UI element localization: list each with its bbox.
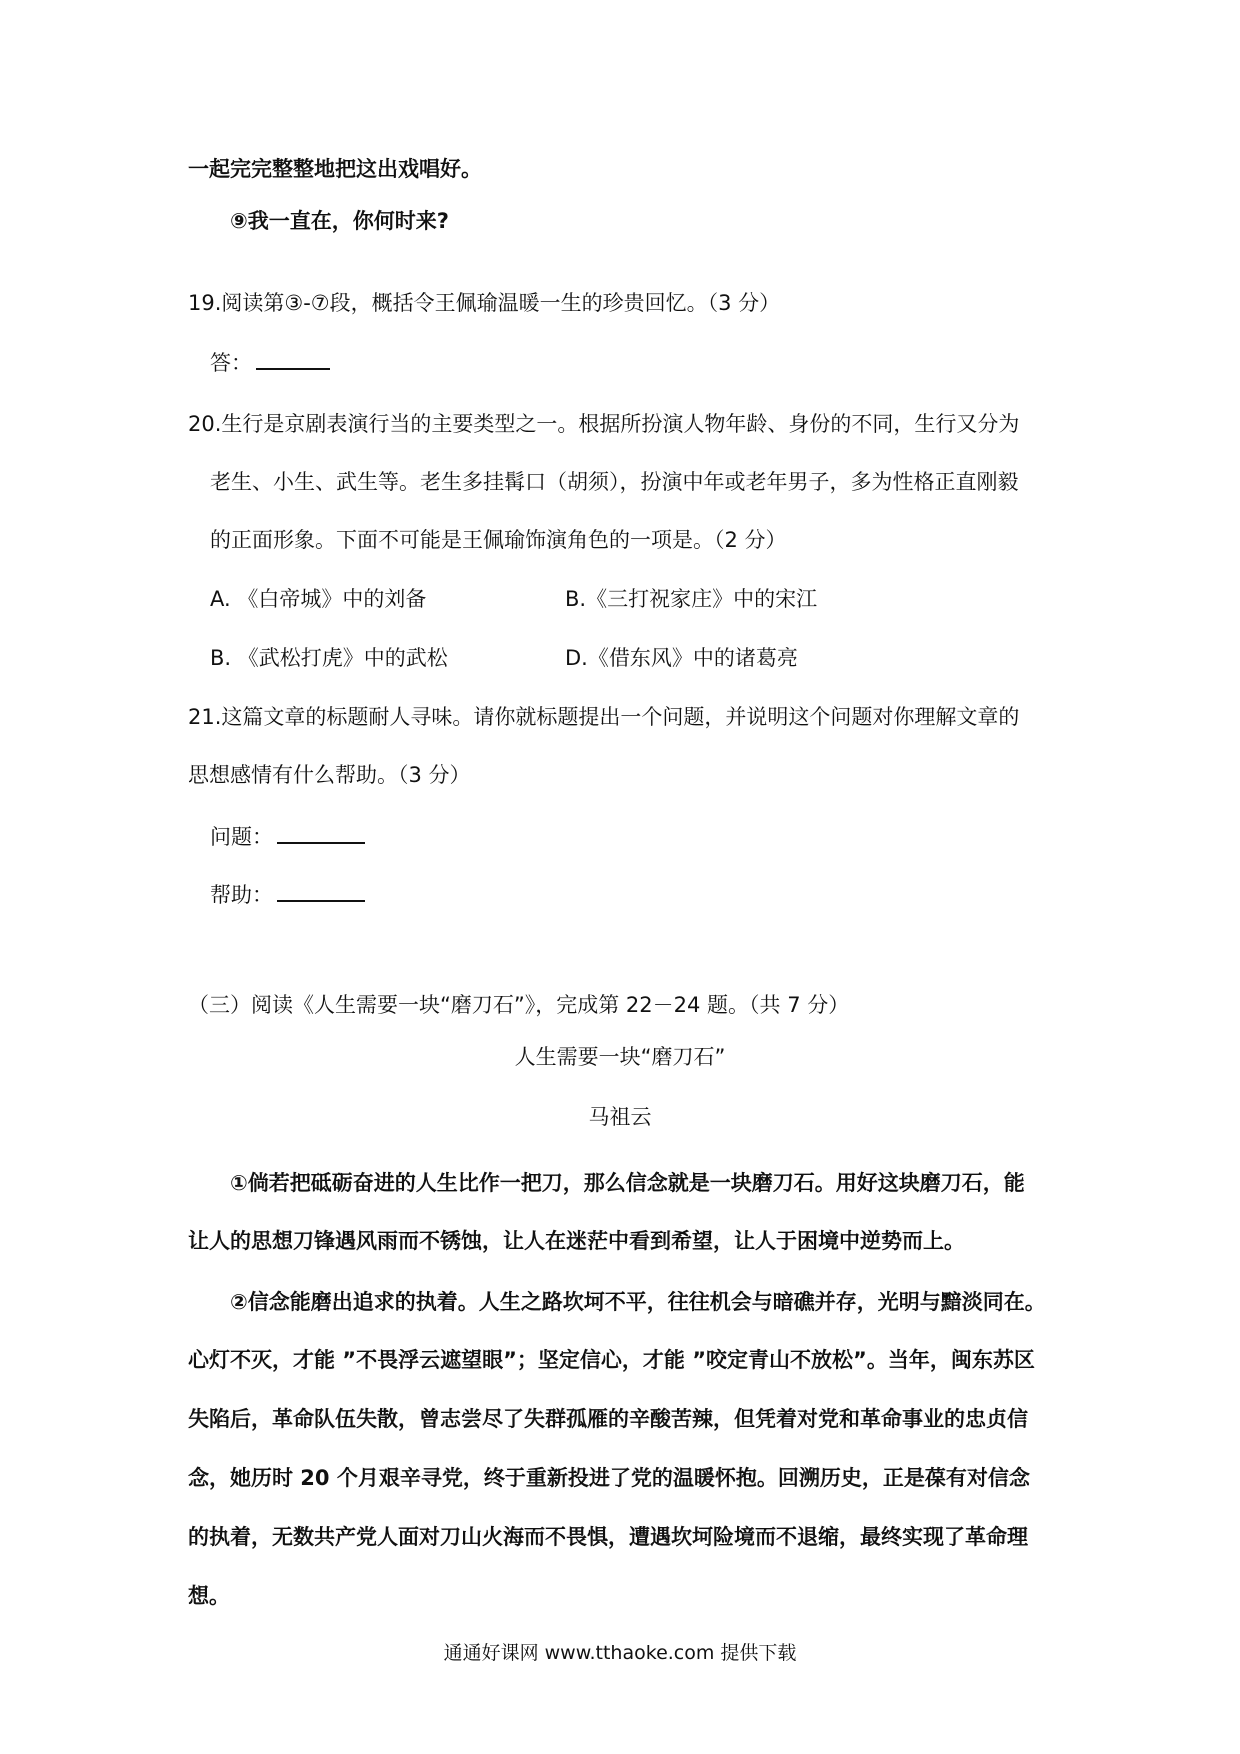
- question-21-line-1: 21.这篇文章的标题耐人寻味。请你就标题提出一个问题，并说明这个问题对你理解文章的: [188, 705, 1020, 729]
- article-title: 人生需要一块“磨刀石”: [514, 1045, 726, 1069]
- article-paragraph-2-line-3: 失陷后，革命队伍失散，曾志尝尽了失群孤雁的辛酸苦辣，但凭着对党和革命事业的忠贞信: [188, 1407, 1028, 1431]
- question-label: 问题：: [210, 825, 273, 849]
- article-paragraph-2-line-1: ②信念能磨出追求的执着。人生之路坎坷不平，往往机会与暗礁并存，光明与黯淡同在。: [230, 1290, 1046, 1314]
- option-a: A. 《白帝城》中的刘备: [210, 587, 427, 611]
- question-20-line-1: 20.生行是京剧表演行当的主要类型之一。根据所扮演人物年龄、身份的不同，生行又分为: [188, 412, 1020, 436]
- help-label: 帮助：: [210, 883, 273, 907]
- question-20-line-2: 老生、小生、武生等。老生多挂髯口（胡须），扮演中年或老年男子，多为性格正直刚毅: [210, 470, 1019, 494]
- paragraph-9: ⑨我一直在，你何时来?: [230, 209, 449, 233]
- question-19: 19.阅读第③-⑦段，概括令王佩瑜温暖一生的珍贵回忆。（3 分）: [188, 291, 781, 315]
- question-21-help-blank[interactable]: [277, 880, 365, 902]
- article-author: 马祖云: [588, 1105, 652, 1129]
- answer-label: 答：: [210, 351, 252, 375]
- article-paragraph-2-line-6: 想。: [188, 1584, 230, 1608]
- question-21-line-2: 思想感情有什么帮助。（3 分）: [188, 763, 471, 787]
- question-21-question-blank[interactable]: [277, 822, 365, 844]
- option-c: B. 《武松打虎》中的武松: [210, 646, 448, 670]
- answer-19-blank[interactable]: [256, 348, 330, 370]
- article-paragraph-2-line-2: 心灯不灭，才能 ”不畏浮云遮望眼”；坚定信心，才能 ”咬定青山不放松”。当年，闽东苏区: [188, 1348, 1035, 1372]
- question-21-help-row: [210, 880, 365, 910]
- article-paragraph-2-line-5: 的执着，无数共产党人面对刀山火海而不畏惧，遭遇坎坷险境而不退缩，最终实现了革命理: [188, 1525, 1028, 1549]
- article-paragraph-1-line-2: 让人的思想刀锋遇风雨而不锈蚀，让人在迷茫中看到希望，让人于困境中逆势而上。: [188, 1229, 965, 1253]
- option-b: B.《三打祝家庄》中的宋江: [565, 587, 818, 611]
- article-paragraph-1-line-1: ①倘若把砥砺奋进的人生比作一把刀，那么信念就是一块磨刀石。用好这块磨刀石，能: [230, 1171, 1025, 1195]
- section-3-heading: （三）阅读《人生需要一块“磨刀石”》，完成第 22－24 题。（共 7 分）: [188, 993, 850, 1017]
- question-20-line-3: 的正面形象。下面不可能是王佩瑜饰演角色的一项是。（2 分）: [210, 528, 787, 552]
- continuation-line: 一起完完整整地把这出戏唱好。: [188, 157, 482, 181]
- answer-19-row: [210, 348, 330, 378]
- page-footer: 通通好课网 www.tthaoke.com 提供下载: [443, 1642, 797, 1664]
- option-d: D.《借东风》中的诸葛亮: [565, 646, 798, 670]
- article-paragraph-2-line-4: 念，她历时 20 个月艰辛寻党，终于重新投进了党的温暖怀抱。回溯历史，正是葆有对信念: [188, 1466, 1030, 1490]
- question-21-question-row: [210, 822, 365, 852]
